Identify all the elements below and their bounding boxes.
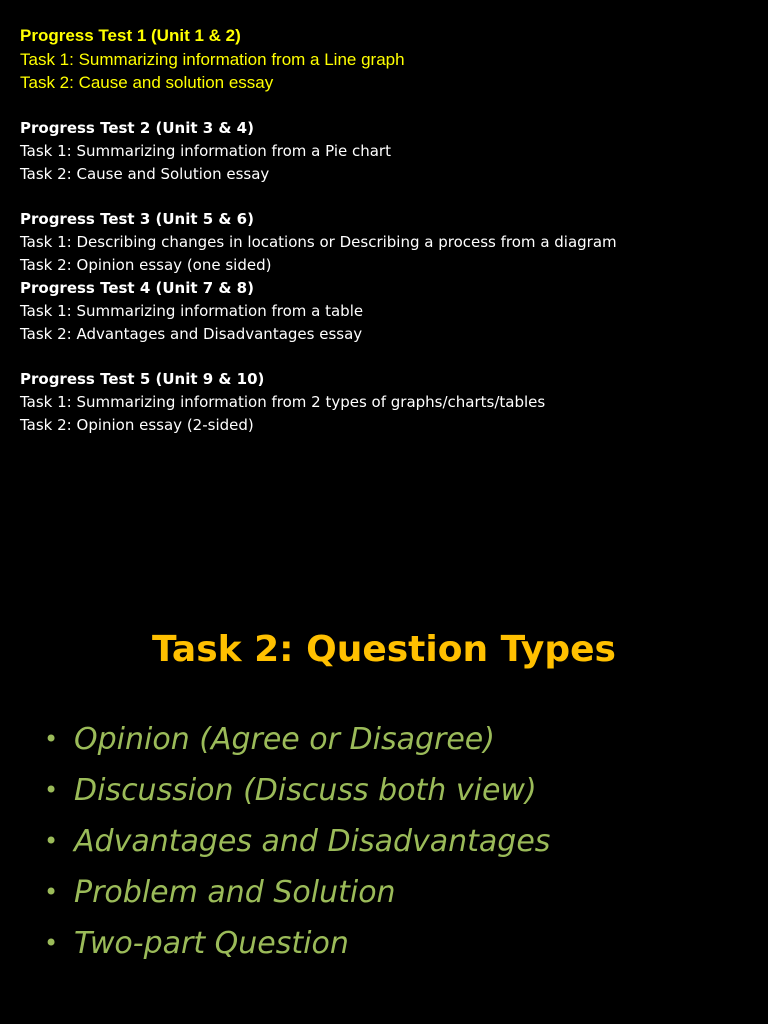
spacer xyxy=(20,346,740,368)
bullet-icon: • xyxy=(44,929,59,957)
progress-test-3 xyxy=(20,208,740,277)
list-item xyxy=(44,918,550,969)
bullet-icon: • xyxy=(44,878,59,906)
list-item xyxy=(44,714,550,765)
list-item xyxy=(44,765,550,816)
progress-test-task1: Task 1: Summarizing information from a Pie chart xyxy=(20,141,391,160)
progress-test-task1: Task 1: Summarizing information from 2 types of graphs/charts/tables xyxy=(20,392,546,411)
progress-test-task1: Task 1: Summarizing information from a Line graph xyxy=(20,49,405,69)
progress-test-2 xyxy=(20,117,740,186)
progress-tests-list xyxy=(20,24,740,437)
list-item xyxy=(44,816,550,867)
progress-test-task2: Task 2: Cause and Solution essay xyxy=(20,164,270,183)
progress-test-heading: Progress Test 5 (Unit 9 & 10) xyxy=(20,369,265,388)
progress-test-heading: Progress Test 4 (Unit 7 & 8) xyxy=(20,278,254,297)
list-item xyxy=(44,867,550,918)
progress-test-task1: Task 1: Summarizing information from a table xyxy=(20,301,364,320)
progress-test-heading: Progress Test 1 (Unit 1 & 2) xyxy=(20,26,241,45)
page-title: Task 2: Question Types xyxy=(152,629,616,670)
list-item-label: Problem and Solution xyxy=(74,875,396,910)
bullet-icon: • xyxy=(44,725,59,753)
spacer xyxy=(20,95,740,117)
progress-test-5 xyxy=(20,368,740,437)
progress-test-task2: Task 2: Advantages and Disadvantages essay xyxy=(20,324,363,343)
spacer xyxy=(20,186,740,208)
list-item-label: Advantages and Disadvantages xyxy=(74,824,551,859)
list-item-label: Opinion (Agree or Disagree) xyxy=(74,722,495,757)
progress-test-task1: Task 1: Describing changes in locations or Describing a process from a diagram xyxy=(20,232,617,251)
progress-test-task2: Task 2: Cause and solution essay xyxy=(20,73,274,92)
progress-test-heading: Progress Test 3 (Unit 5 & 6) xyxy=(20,209,254,228)
progress-test-task2: Task 2: Opinion essay (one sided) xyxy=(20,255,272,274)
bullet-icon: • xyxy=(44,776,59,804)
list-item-label: Two-part Question xyxy=(74,926,349,961)
question-types-list xyxy=(44,714,550,969)
question-types-slide xyxy=(0,512,768,1024)
progress-test-task2: Task 2: Opinion essay (2-sided) xyxy=(20,415,254,434)
progress-test-heading: Progress Test 2 (Unit 3 & 4) xyxy=(20,118,254,137)
bullet-icon: • xyxy=(44,827,59,855)
progress-test-4 xyxy=(20,277,740,346)
progress-test-1 xyxy=(20,24,740,95)
list-item-label: Discussion (Discuss both view) xyxy=(74,773,537,808)
